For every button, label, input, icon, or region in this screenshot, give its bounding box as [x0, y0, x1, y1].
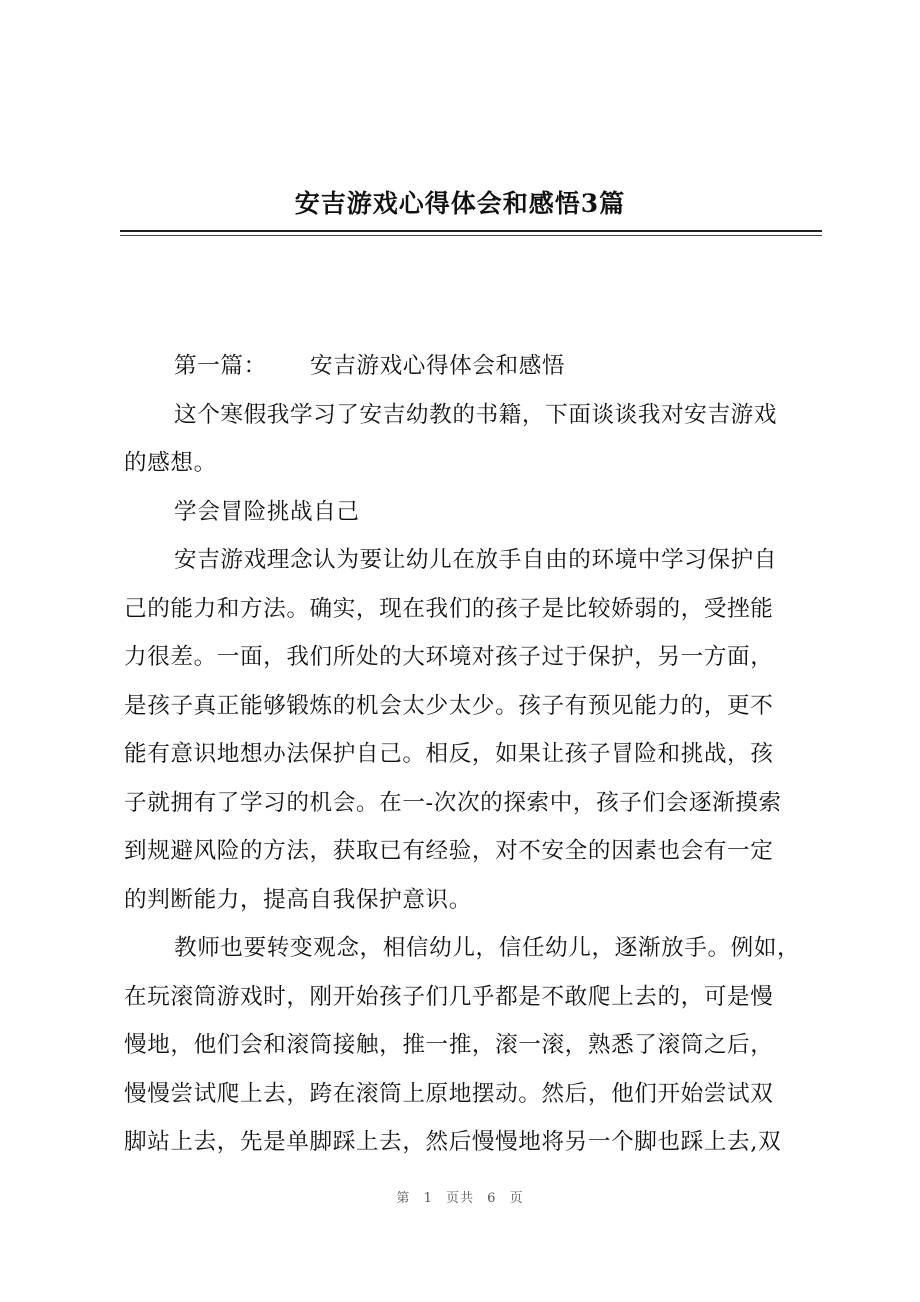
text-line: 脚站上去，先是单脚踩上去，然后慢慢地将另一个脚也踩上去,双: [124, 1129, 782, 1155]
document-body: [124, 342, 824, 1167]
text-line: 力很差。一面，我们所处的大环境对孩子过于保护，另一方面，: [124, 644, 774, 670]
title-underline-thick: [120, 230, 822, 232]
footer-total-pages: 6: [487, 1191, 497, 1206]
text-line: 的感想。: [124, 450, 217, 476]
text-line: 这个寒假我学习了安吉幼教的书籍，下面谈谈我对安吉游戏: [174, 401, 778, 428]
text-line: 安吉游戏理念认为要让幼儿在放手自由的环境中学习保护自: [174, 547, 778, 573]
document-title: 安吉游戏心得体会和感悟3篇: [294, 189, 626, 218]
section-label: 第一篇：: [174, 353, 267, 379]
section-title: 安吉游戏心得体会和感悟: [310, 353, 566, 379]
paragraph-lines: [124, 391, 824, 1167]
text-line: 的判断能力，提高自我保护意识。: [124, 886, 472, 913]
text-line: 能有意识地想办法保护自己。相反，如果让孩子冒险和挑战，孩: [124, 741, 774, 767]
footer-middle: 页共: [445, 1191, 474, 1206]
text-line: 到规避风险的方法，获取已有经验，对不安全的因素也会有一定: [124, 838, 774, 864]
text-line: 子就拥有了学习的机会。在一-次次的探索中，孩子们会逐渐摸索: [124, 789, 782, 816]
text-line: 学会冒险挑战自己: [174, 498, 360, 525]
page-footer: [0, 1187, 920, 1206]
section-heading: [124, 342, 824, 391]
footer-current-page: 1: [423, 1191, 433, 1206]
text-line: 慢地，他们会和滚筒接触，推一推，滚一滚，熟悉了滚筒之后，: [124, 1032, 774, 1058]
title-underline-thin: [120, 235, 822, 236]
text-line: 在玩滚筒游戏时，刚开始孩子们几乎都是不敢爬上去的，可是慢: [124, 983, 774, 1010]
footer-prefix: 第: [396, 1191, 411, 1206]
text-line: 是孩子真正能够锻炼的机会太少太少。孩子有预见能力的，更不: [124, 692, 774, 719]
text-line: 慢慢尝试爬上去，跨在滚筒上原地摆动。然后，他们开始尝试双: [124, 1080, 774, 1107]
text-line: 教师也要转变观念，相信幼儿，信任幼儿，逐渐放手。例如，: [174, 935, 801, 961]
text-line: 己的能力和方法。确实，现在我们的孩子是比较娇弱的，受挫能: [124, 595, 774, 622]
footer-suffix: 页: [509, 1191, 524, 1206]
